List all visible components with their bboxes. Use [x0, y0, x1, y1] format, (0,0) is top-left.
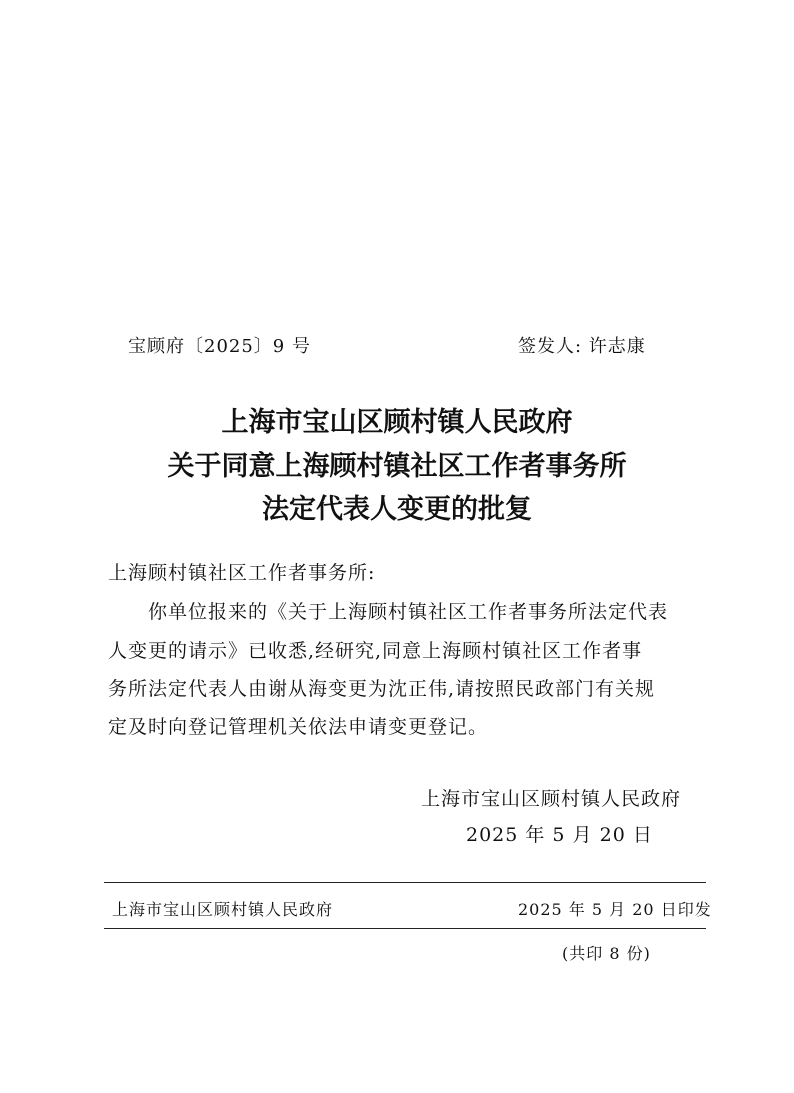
signature-date: 2025 年 5 月 20 日	[466, 824, 653, 846]
title-line-2: 关于同意上海顾村镇社区工作者事务所	[167, 451, 627, 482]
recipient: 上海顾村镇社区工作者事务所:	[108, 562, 376, 584]
body-line-2: 人变更的请示》已收悉,经研究,同意上海顾村镇社区工作者事	[108, 640, 643, 662]
footer-issuer: 上海市宝山区顾村镇人民政府	[112, 900, 334, 919]
footer-rule-top	[104, 882, 706, 883]
signature-org: 上海市宝山区顾村镇人民政府	[421, 788, 682, 810]
title-line-1: 上海市宝山区顾村镇人民政府	[221, 407, 573, 438]
footer-rule-bottom	[104, 928, 706, 929]
footer-issue-date: 2025 年 5 月 20 日印发	[518, 900, 712, 919]
copies-count: (共印 8 份)	[562, 944, 651, 963]
body-line-3: 务所法定代表人由谢从海变更为沈正伟,请按照民政部门有关规	[108, 678, 656, 700]
body-line-1: 你单位报来的《关于上海顾村镇社区工作者事务所法定代表	[148, 601, 669, 623]
body-line-4: 定及时向登记管理机关依法申请变更登记。	[108, 716, 489, 738]
title-line-3: 法定代表人变更的批复	[262, 494, 532, 525]
signer: 签发人: 许志康	[518, 336, 646, 357]
document-number: 宝顾府〔2025〕9 号	[128, 336, 311, 357]
